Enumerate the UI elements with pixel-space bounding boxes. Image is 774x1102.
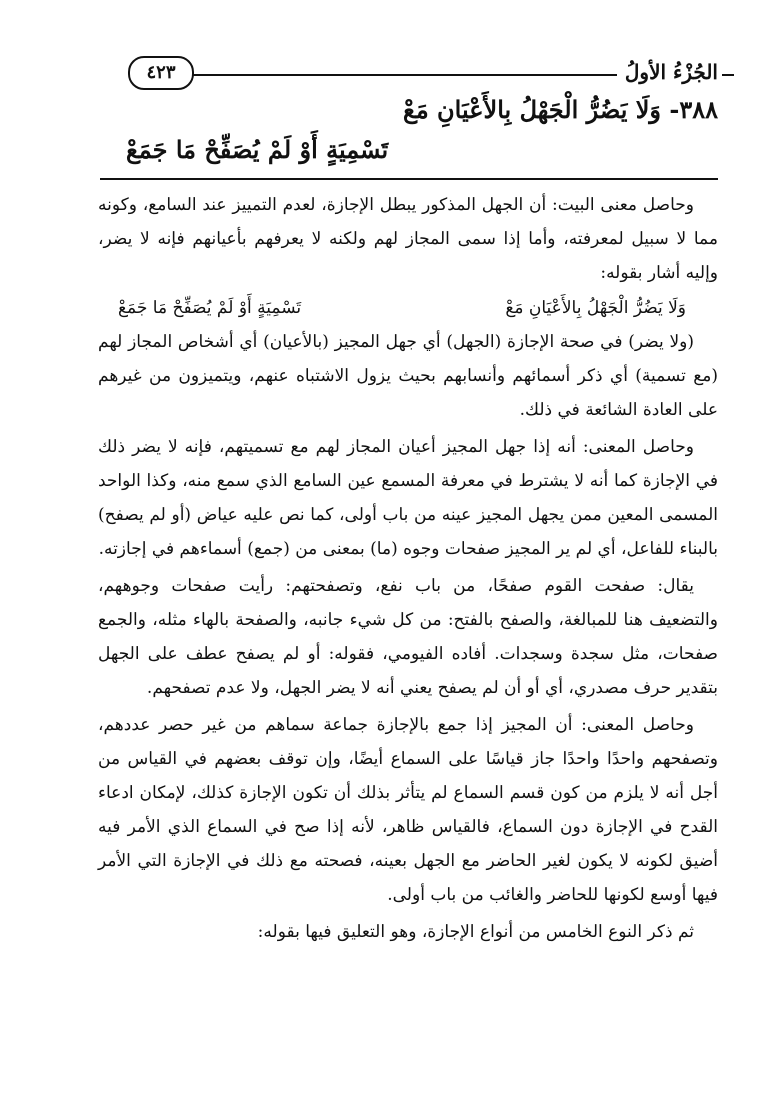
- paragraph-6: ثم ذكر النوع الخامس من أنواع الإجازة، وهو التعليق فيها بقوله:: [257, 922, 694, 942]
- verse-hemistich-2: تَسْمِيَةٍ أَوْ لَمْ يُصَفِّحْ مَا جَمَعْ: [126, 135, 389, 164]
- page-number: ٤٢٣: [128, 56, 194, 90]
- quoted-verse-hemistich-1: وَلَا يَضُرُّ الْجَهْلُ بِالأَعْيَانِ مَعْ: [505, 298, 686, 318]
- paragraph-3: وحاصل المعنى: أنه إذا جهل المجيز أعيان المجاز لهم مع تسميتهم، فإنه لا يضر ذلك في الإجازة كما أنه لا يشترط في معرفة المسمع عين السامع الذي سمع منه، وكذا الواحد المسمى المعين ممن يجهل المجيز عينه من باب أولى، كما نص عليه عياض (أو لم يصفح) بالبناء للفاعل، أي لم ير المجيز صفحات وجوه (ما) بمعنى من (جمع) أسماءهم في إجازته.: [98, 437, 718, 559]
- quoted-verse: [98, 293, 718, 323]
- verse-hemistich-1: ٣٨٨- وَلَا يَضُرُّ الْجَهْلُ بِالأَعْيَانِ مَعْ: [403, 95, 718, 124]
- header-dash: [722, 74, 734, 76]
- paragraph-2: (ولا يضر) في صحة الإجازة (الجهل) أي جهل المجيز (بالأعيان) أي أشخاص المجاز لهم (مع تسمية) أي ذكر أسمائهم وأنسابهم بحيث يزول الاشتباه عنهم، ويتميزون من غيرهم على العادة الشائعة في ذلك.: [98, 332, 718, 420]
- page-header: [100, 52, 718, 92]
- running-title: الجُزْءُ الأولُ: [617, 54, 718, 90]
- paragraph-4: يقال: صفحت القوم صفحًا، من باب نفع، وتصفحتهم: رأيت صفحات وجوههم، والتضعيف هنا للمبالغة، والصفح بالفتح: من كل شيء جانبه، والصفحة بالهاء مثله، والجمع صفحات، مثل سجدة وسجدات. أفاده الفيومي، فقوله: أو لم يصفح عطف على الجهل بتقدير حرف مصدري، أي أو أن لم يصفح يعني أنه لا يضر الجهل، ولا عدم تصفحهم.: [98, 576, 718, 698]
- paragraph-5: وحاصل المعنى: أن المجيز إذا جمع بالإجازة جماعة سماهم من غير حصر عددهم، وتصفحهم واحدًا واحدًا جاز قياسًا على السماع أيضًا، وإن توقف بعضهم في القياس من أجل أنه لا يلزم من كون قسم السماع لم يتأثر بذلك أن تكون الإجازة كذلك، لإمكان ادعاء القدح في الإجازة دون السماع، فالقياس ظاهر، لأنه إذا صح في السماع الذي الأمر فيه أضيق لكونه لا يكون لغير الحاضر مع الجهل بعينه، فصحته مع ذلك في الإجازة التي الأمر فيها أوسع لكونها للحاضر والغائب من باب أولى.: [98, 715, 718, 905]
- quoted-verse-hemistich-2: تَسْمِيَةٍ أَوْ لَمْ يُصَفِّحْ مَا جَمَعْ: [118, 298, 302, 318]
- verse-separator: [100, 178, 718, 180]
- paragraph-1: وحاصل معنى البيت: أن الجهل المذكور يبطل الإجازة، لعدم التمييز عند السامع، وكونه مما لا سبيل لمعرفته، وأما إذا سمى المجاز لهم ولكنه لا يعرفهم بأعيانهم فإنه لا يضر، وإليه أشار بقوله:: [98, 195, 718, 283]
- commentary-body: [98, 188, 718, 952]
- verse-block: [118, 90, 718, 170]
